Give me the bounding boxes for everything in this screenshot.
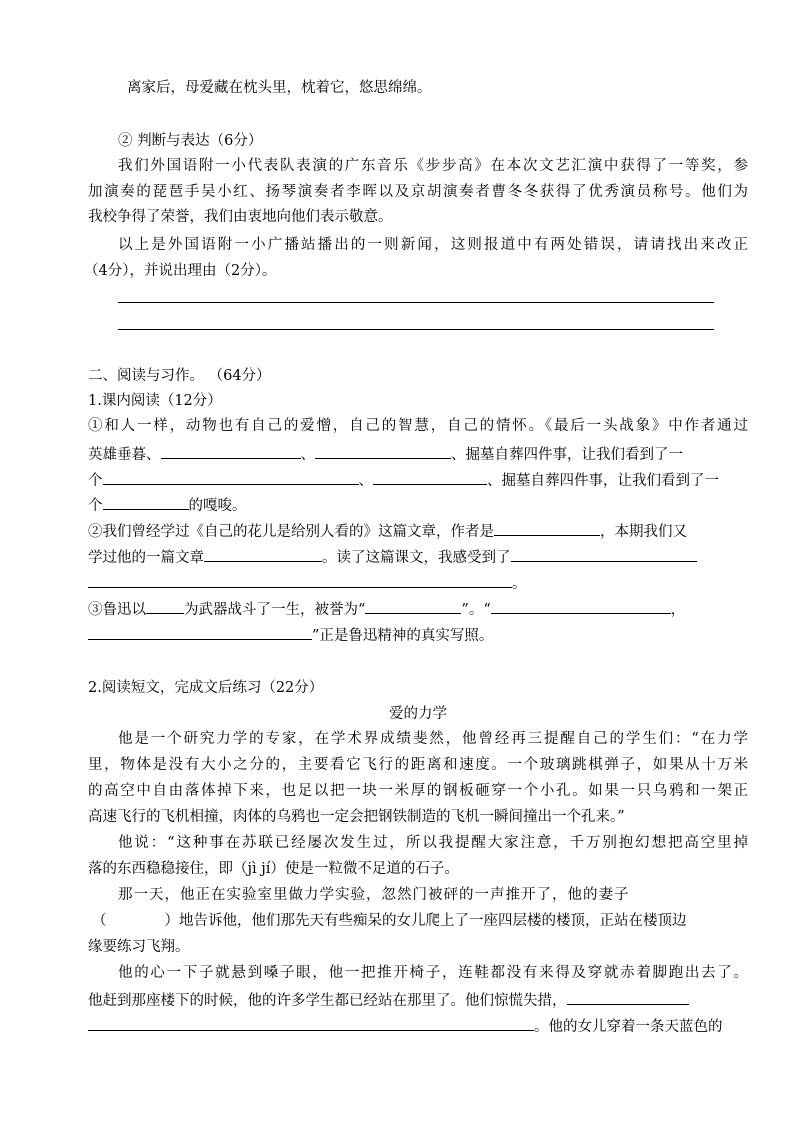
question-text: ”。“: [461, 602, 491, 618]
question-text: ，: [670, 602, 686, 618]
question-text: 的嘎唆。: [188, 498, 247, 514]
question-line: [88, 492, 748, 516]
question-line: [88, 518, 748, 542]
fill-blank[interactable]: [365, 596, 461, 614]
text-line: 离家后，母爱藏在枕头里，枕着它，悠思绵绵。: [127, 80, 432, 96]
fill-blank[interactable]: [373, 467, 487, 485]
question-text: 、掘墓自葬四件事，让我们看到了一: [487, 473, 719, 489]
paragraph-line: 我校争得了荣誉，我们由衷地向他们表示敬意。: [88, 209, 393, 225]
paragraph-line: 以上是外国语附一小广播站播出的一则新闻，这则报道中有两处错误，请请找出来改正: [118, 237, 748, 253]
fill-blank[interactable]: [567, 987, 689, 1005]
question-text: 、: [300, 447, 315, 463]
story-text: 他赶到那座楼下的时候，他的许多学生都已经站在那里了。他们惊慌失措，: [88, 993, 567, 1009]
story-text: ）地告诉他，他们那先天有些痴呆的女儿爬上了一座四层楼的楼顶，正站在楼顶边: [164, 913, 687, 929]
question-text: 英雄垂暮、: [88, 447, 161, 463]
question-text: 个: [88, 498, 103, 514]
story-line: [88, 1013, 748, 1037]
paragraph-line: （4分），并说出理由（2分）。: [84, 263, 277, 279]
fill-blank[interactable]: [204, 544, 322, 562]
section-heading: 二、阅读与习作。 （64分）: [88, 368, 271, 384]
subsection-heading: 2.阅读短文，完成文后练习（22分）: [88, 680, 324, 696]
fill-blank[interactable]: [88, 1013, 534, 1031]
fill-blank[interactable]: [146, 596, 184, 614]
story-line: 高速飞行的飞机相撞，肉体的乌鸦也一定会把钢铁制造的飞机一瞬间撞出一个孔来。”: [88, 809, 625, 825]
question-text: ”正是鲁迅精神的真实写照。: [312, 628, 494, 644]
answer-line[interactable]: [118, 302, 714, 303]
subsection-heading: 1.课内阅读（12分）: [88, 393, 222, 409]
question-line: [88, 441, 748, 465]
section-heading: ② 判断与表达（6分）: [118, 133, 263, 149]
fill-blank[interactable]: [491, 596, 671, 614]
question-text: 。读了这篇课文，我感受到了: [322, 550, 511, 566]
story-line: 他说：“这种事在苏联已经屡次发生过，所以我提醒大家注意，千万别抱幻想把高空里掉: [118, 835, 748, 851]
question-line: [88, 467, 748, 491]
story-line: 落的东西稳稳接住，即（jì jí）使是一粒微不足道的石子。: [88, 861, 459, 877]
story-line: 的高空中自由落体掉下来，也足以把一块一米厚的钢板砸穿一个小孔。如果一只乌鸦和一架正: [88, 783, 748, 799]
question-line: [88, 544, 748, 568]
story-text: 。他的女儿穿着一条天蓝色的: [534, 1019, 723, 1035]
question-line: [88, 622, 748, 646]
story-line: 缘要练习飞翔。: [88, 939, 190, 955]
question-text: 为武器战斗了一生，被誉为“: [184, 602, 366, 618]
paragraph-line: 我们外国语附一小代表队表演的广东音乐《步步高》在本次文艺汇演中获得了一等奖，参: [118, 158, 748, 174]
question-text: ③鲁迅以: [88, 602, 146, 618]
fill-blank[interactable]: [88, 622, 312, 640]
fill-blank[interactable]: [161, 441, 301, 459]
fill-blank[interactable]: [494, 518, 600, 536]
question-line: [88, 596, 748, 620]
story-title: 爱的力学: [389, 706, 447, 722]
question-text: 。: [512, 576, 527, 592]
fill-blank[interactable]: [315, 441, 451, 459]
question-line: ①和人一样，动物也有自己的爱憎，自己的智慧，自己的情怀。《最后一头战象》中作者通过: [88, 418, 748, 434]
question-text: 学过他的一篇文章: [88, 550, 204, 566]
story-line: 他的心一下子就悬到嗓子眼，他一把推开椅子，连鞋都没有来得及穿就赤着脚跑出去了。: [118, 965, 748, 981]
question-text: 、: [358, 473, 373, 489]
question-text: 、掘墓自葬四件事，让我们看到了一: [451, 447, 683, 463]
question-text: ，本期我们又: [600, 524, 687, 540]
fill-blank[interactable]: [103, 467, 359, 485]
story-line: [88, 987, 748, 1011]
story-text: （: [92, 913, 107, 929]
fill-blank[interactable]: [103, 492, 189, 510]
fill-blank[interactable]: [511, 544, 697, 562]
story-line: 那一天，他正在实验室里做力学实验，忽然门被砰的一声推开了，他的妻子: [118, 887, 630, 903]
story-line: [92, 909, 752, 933]
question-text: 个: [88, 473, 103, 489]
story-line: 里，物体是没有大小之分的，主要看它飞行的距离和速度。一个玻璃跳棋弹子，如果从十万米: [88, 757, 748, 773]
question-line: [88, 570, 748, 594]
paragraph-line: 加演奏的琵琶手吴小红、扬琴演奏者李晖以及京胡演奏者曹冬冬获得了优秀演员称号。他们为: [88, 184, 748, 200]
story-line: 他是一个研究力学的专家，在学术界成绩斐然，他曾经再三提醒自己的学生们：“在力学: [118, 731, 748, 747]
question-text: ②我们曾经学过《自己的花儿是给别人看的》这篇文章，作者是: [88, 524, 494, 540]
fill-blank[interactable]: [88, 570, 512, 588]
answer-line[interactable]: [118, 329, 714, 330]
